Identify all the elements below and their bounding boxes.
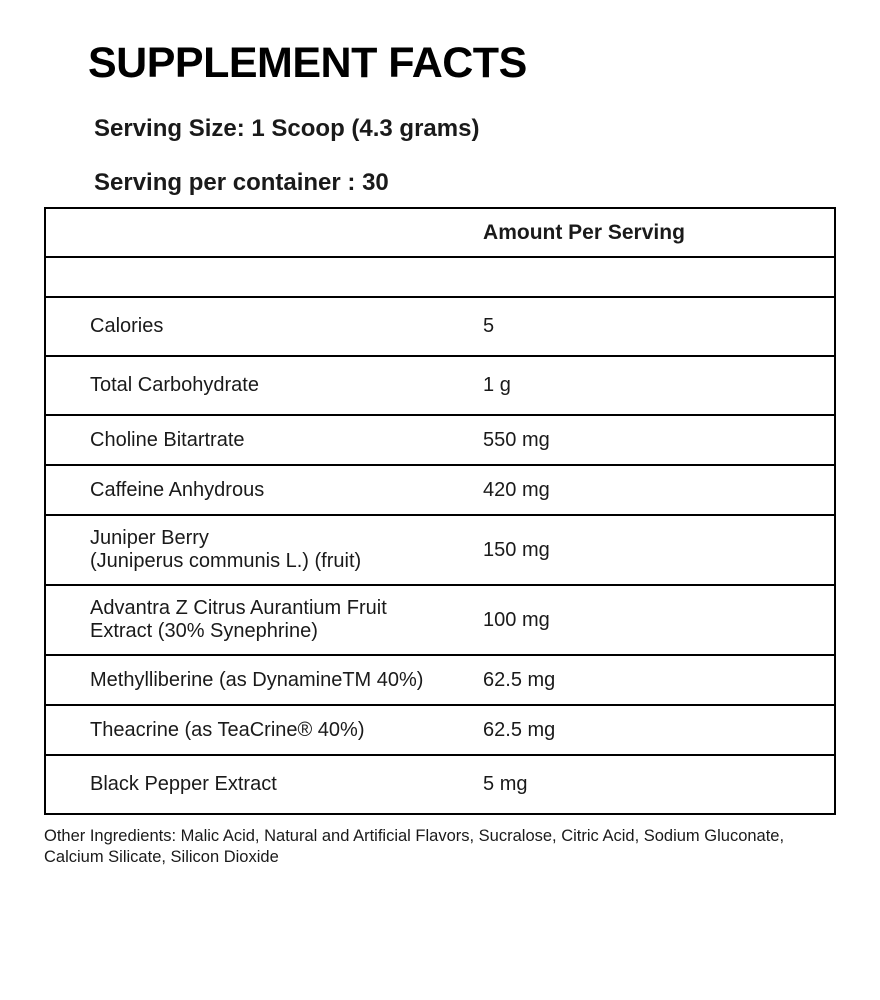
row-amount: 100 mg <box>475 585 834 655</box>
row-label: Methylliberine (as DynamineTM 40%) <box>46 655 475 705</box>
table-row <box>46 356 834 415</box>
row-amount: 150 mg <box>475 515 834 585</box>
table-header-row <box>46 209 834 257</box>
row-label <box>46 515 475 585</box>
table-row <box>46 585 834 655</box>
row-amount: 5 <box>475 297 834 356</box>
row-label-line2: Extract (30% Synephrine) <box>90 620 318 642</box>
table-row <box>46 705 834 755</box>
serving-size-line: Serving Size: 1 Scoop (4.3 grams) <box>94 115 480 143</box>
row-amount: 550 mg <box>475 415 834 465</box>
row-label: Choline Bitartrate <box>46 415 475 465</box>
table-row <box>46 655 834 705</box>
header-amount-per-serving: Amount Per Serving <box>483 221 685 244</box>
table-row <box>46 755 834 813</box>
row-label-line1: Advantra Z Citrus Aurantium Fruit <box>90 597 387 619</box>
table-row <box>46 297 834 356</box>
row-label <box>46 585 475 655</box>
page-title: SUPPLEMENT FACTS <box>88 39 527 87</box>
row-label-line1: Juniper Berry <box>90 527 209 549</box>
header-blank <box>46 209 475 257</box>
row-amount: 62.5 mg <box>475 705 834 755</box>
row-label: Caffeine Anhydrous <box>46 465 475 515</box>
row-amount: 420 mg <box>475 465 834 515</box>
table-row <box>46 465 834 515</box>
row-amount: 5 mg <box>475 755 834 813</box>
other-ingredients: Other Ingredients: Malic Acid, Natural and Artificial Flavors, Sucralose, Citric Acid, Sodium Gluconate, Calcium Silicate, Silicon Dioxide <box>44 827 785 867</box>
row-label: Theacrine (as TeaCrine® 40%) <box>46 705 475 755</box>
serving-per-container-line: Serving per container : 30 <box>94 169 389 197</box>
row-amount: 1 g <box>475 356 834 415</box>
table-row <box>46 515 834 585</box>
row-label: Total Carbohydrate <box>46 356 475 415</box>
row-label-line2: (Juniperus communis L.) (fruit) <box>90 550 362 572</box>
nutrition-table <box>44 207 836 815</box>
row-label: Black Pepper Extract <box>46 755 475 813</box>
table-spacer-row <box>46 257 834 297</box>
row-amount: 62.5 mg <box>475 655 834 705</box>
row-label: Calories <box>46 297 475 356</box>
table-row <box>46 415 834 465</box>
